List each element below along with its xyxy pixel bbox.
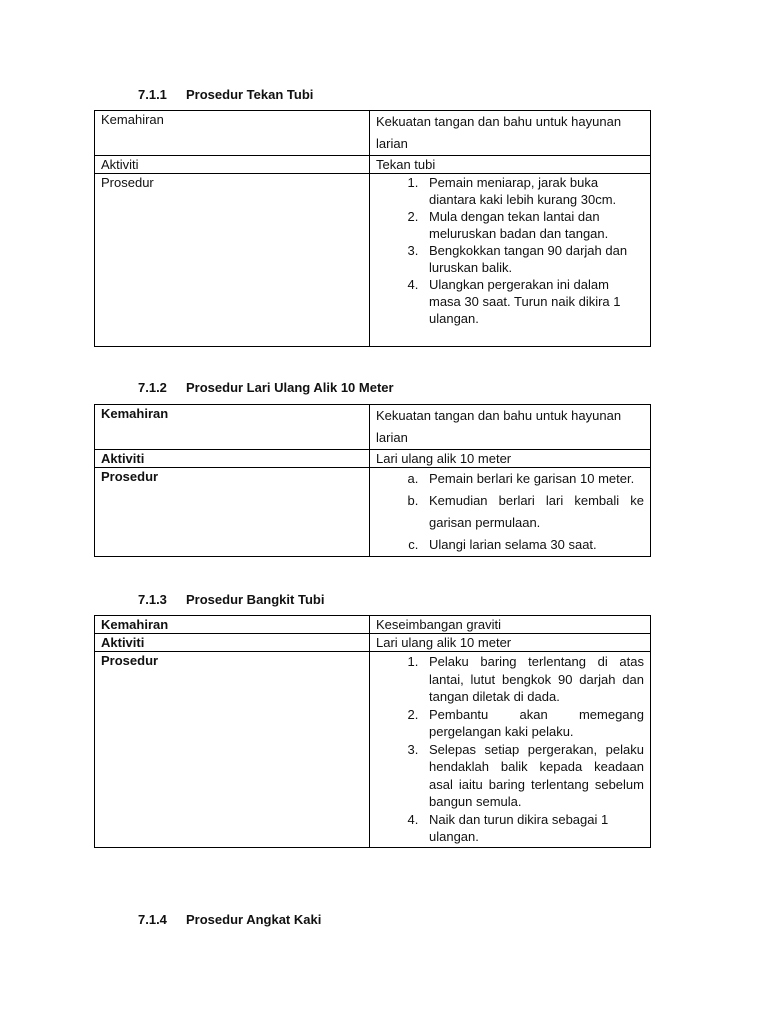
procedure-step: 3. Bengkokkan tangan 90 darjah dan luruskan balik. — [422, 242, 644, 276]
procedure-step: 2. Pembantu akan memegang pergelangan kaki pelaku. — [422, 706, 644, 741]
procedure-step: c. Ulangi larian selama 30 saat. — [422, 534, 644, 556]
label-prosedur: Prosedur — [95, 652, 370, 848]
section-title: Prosedur Angkat Kaki — [186, 912, 322, 927]
procedure-table-tekan-tubi — [94, 110, 651, 347]
section-heading-7-1-4 — [138, 912, 321, 927]
procedure-table-bangkit-tubi — [94, 615, 651, 848]
section-title: Prosedur Lari Ulang Alik 10 Meter — [186, 380, 394, 395]
procedure-step: 1. Pelaku baring terlentang di atas lantai, lutut bengkok 90 darjah dan tangan diletak di dada. — [422, 653, 644, 706]
label-prosedur: Prosedur — [95, 174, 370, 347]
section-number: 7.1.2 — [138, 380, 167, 395]
value-kemahiran: Kekuatan tangan dan bahu untuk hayunan larian — [370, 111, 651, 156]
section-number: 7.1.3 — [138, 592, 167, 607]
procedure-step: 3. Selepas setiap pergerakan, pelaku hendaklah balik kepada keadaan asal iaitu baring terlentang sebelum bangun semula. — [422, 741, 644, 811]
section-title: Prosedur Bangkit Tubi — [186, 592, 325, 607]
procedure-steps — [376, 468, 644, 556]
procedure-table-lari-ulang-alik — [94, 404, 651, 557]
section-title: Prosedur Tekan Tubi — [186, 87, 314, 102]
value-prosedur — [370, 652, 651, 848]
value-prosedur — [370, 468, 651, 557]
value-prosedur — [370, 174, 651, 347]
procedure-steps — [376, 653, 644, 846]
section-number: 7.1.4 — [138, 912, 167, 927]
procedure-steps — [376, 174, 644, 327]
label-kemahiran: Kemahiran — [95, 405, 370, 450]
value-kemahiran: Kekuatan tangan dan bahu untuk hayunan larian — [370, 405, 651, 450]
value-kemahiran: Keseimbangan graviti — [370, 616, 651, 634]
section-heading-7-1-3 — [138, 592, 324, 607]
value-aktiviti: Lari ulang alik 10 meter — [370, 634, 651, 652]
label-aktiviti: Aktiviti — [95, 634, 370, 652]
procedure-step: 1. Pemain meniarap, jarak buka diantara kaki lebih kurang 30cm. — [422, 174, 644, 208]
label-kemahiran: Kemahiran — [95, 616, 370, 634]
label-aktiviti: Aktiviti — [95, 156, 370, 174]
section-number: 7.1.1 — [138, 87, 167, 102]
value-aktiviti: Tekan tubi — [370, 156, 651, 174]
label-kemahiran: Kemahiran — [95, 111, 370, 156]
procedure-step: 4. Naik dan turun dikira sebagai 1 ulangan. — [422, 811, 644, 846]
label-prosedur: Prosedur — [95, 468, 370, 557]
value-aktiviti: Lari ulang alik 10 meter — [370, 450, 651, 468]
section-heading-7-1-1 — [138, 87, 313, 102]
section-heading-7-1-2 — [138, 380, 394, 395]
label-aktiviti: Aktiviti — [95, 450, 370, 468]
procedure-step: 4. Ulangkan pergerakan ini dalam masa 30 saat. Turun naik dikira 1 ulangan. — [422, 276, 644, 327]
procedure-step: a. Pemain berlari ke garisan 10 meter. — [422, 468, 644, 490]
procedure-step: 2. Mula dengan tekan lantai dan meluruskan badan dan tangan. — [422, 208, 644, 242]
procedure-step: b. Kemudian berlari lari kembali ke garisan permulaan. — [422, 490, 644, 534]
